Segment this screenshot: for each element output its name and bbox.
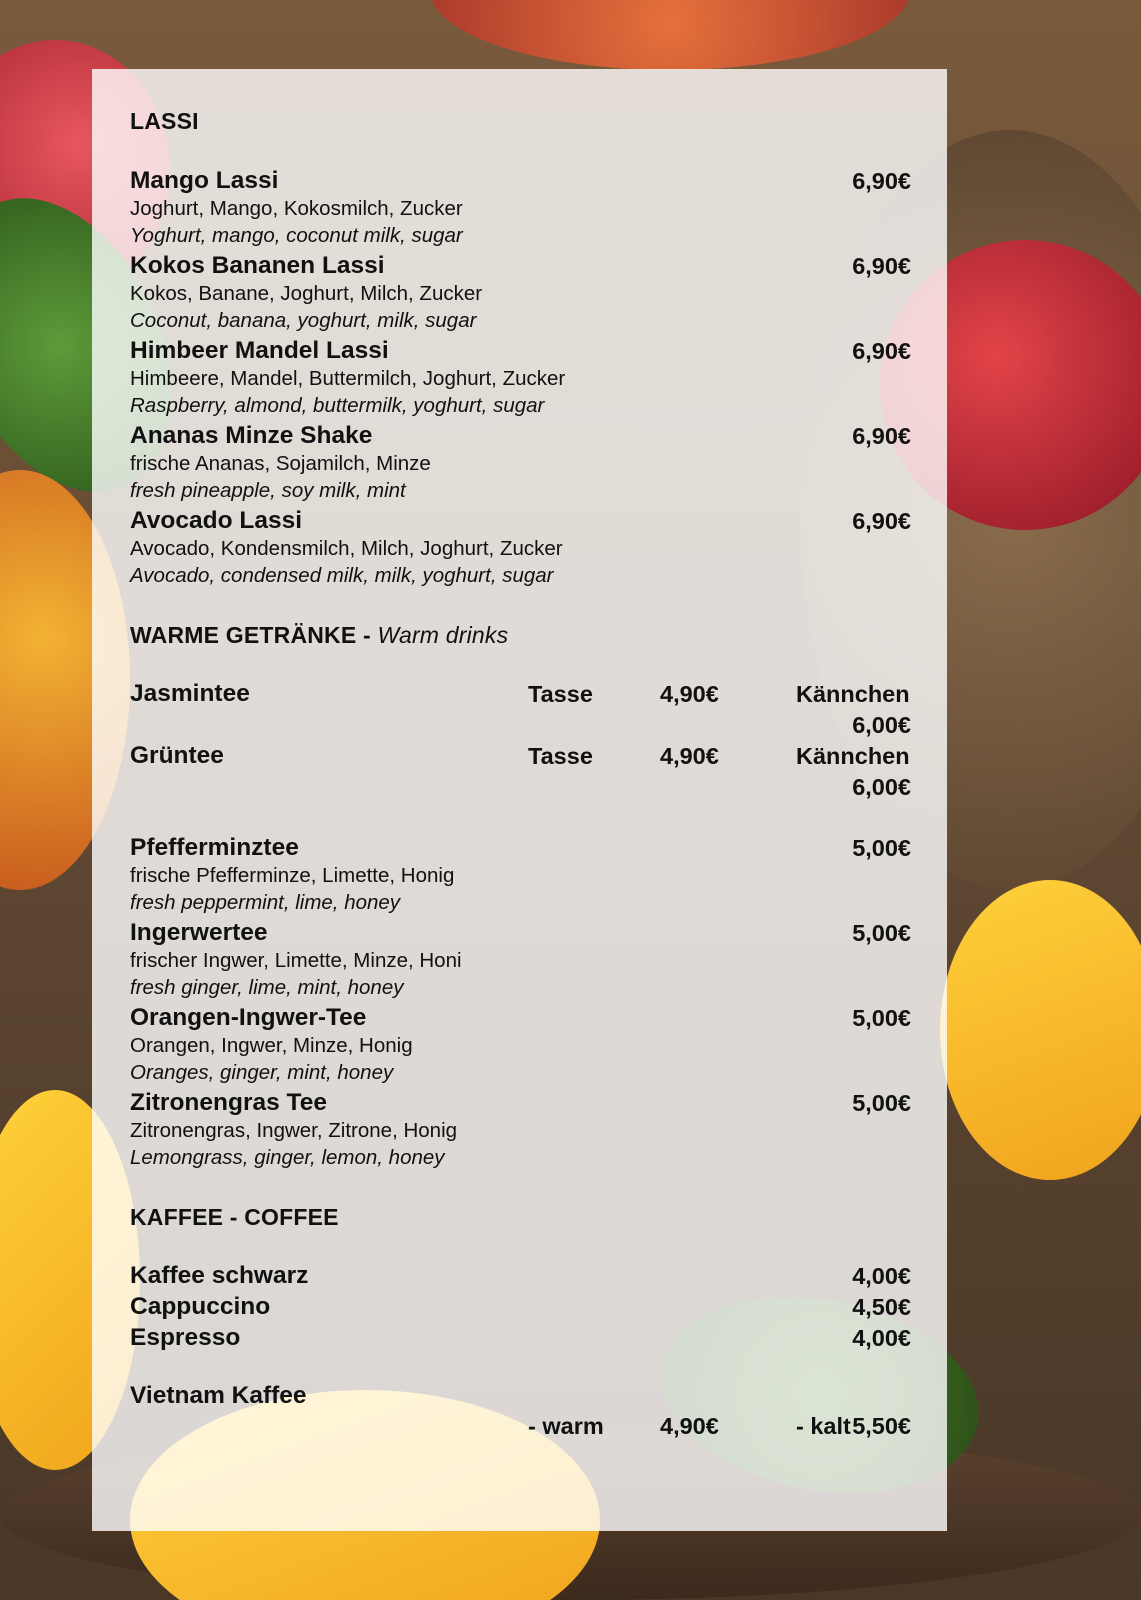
cup-label: Tasse xyxy=(528,743,593,769)
item-price: 5,00€ xyxy=(852,1005,911,1031)
item-desc-en: fresh pineapple, soy milk, mint xyxy=(130,479,406,502)
item-desc-en: Avocado, condensed milk, milk, yoghurt, sugar xyxy=(130,564,554,587)
item-desc-en: Lemongrass, ginger, lemon, honey xyxy=(130,1146,445,1169)
item-desc-de: Joghurt, Mango, Kokosmilch, Zucker xyxy=(130,197,463,220)
item-desc-de: frische Ananas, Sojamilch, Minze xyxy=(130,452,431,475)
item-desc-en: fresh peppermint, lime, honey xyxy=(130,891,401,914)
item-desc-de: Zitronengras, Ingwer, Zitrone, Honig xyxy=(130,1119,458,1142)
item-desc-de: Orangen, Ingwer, Minze, Honig xyxy=(130,1034,413,1057)
section-title-warm-drinks xyxy=(130,622,508,649)
item-price: 6,90€ xyxy=(852,168,911,194)
item-name: Mango Lassi xyxy=(130,167,279,194)
item-name: Ingerwertee xyxy=(130,919,268,946)
item-price: 5,00€ xyxy=(852,1090,911,1116)
item-price: 5,00€ xyxy=(852,835,911,861)
item-desc-en: Coconut, banana, yoghurt, milk, sugar xyxy=(130,309,477,332)
title-separator: - xyxy=(356,622,378,648)
mango-image xyxy=(430,0,910,70)
section-subtitle-en: Warm drinks xyxy=(377,622,509,648)
cold-label: - kalt xyxy=(796,1413,851,1439)
item-name: Cappuccino xyxy=(130,1293,271,1320)
warm-label: - warm xyxy=(528,1413,604,1439)
item-desc-en: fresh ginger, lime, mint, honey xyxy=(130,976,404,999)
section-title-lassi: LASSI xyxy=(130,108,199,134)
item-price: 5,00€ xyxy=(852,920,911,946)
item-price: 4,00€ xyxy=(852,1263,911,1289)
item-price: 6,90€ xyxy=(852,508,911,534)
section-title-de: WARME GETRÄNKE xyxy=(130,622,357,648)
item-name: Avocado Lassi xyxy=(130,507,303,534)
item-price: 4,50€ xyxy=(852,1294,911,1320)
item-desc-de: Kokos, Banane, Joghurt, Milch, Zucker xyxy=(130,282,483,305)
item-desc-en: Yoghurt, mango, coconut milk, sugar xyxy=(130,224,463,247)
item-desc-de: Himbeere, Mandel, Buttermilch, Joghurt, Zucker xyxy=(130,367,566,390)
cup-label: Tasse xyxy=(528,681,593,707)
pot-label: Kännchen xyxy=(796,681,910,707)
item-name: Grüntee xyxy=(130,742,224,769)
section-title-coffee: KAFFEE - COFFEE xyxy=(130,1204,339,1230)
cup-price: 4,90€ xyxy=(660,743,719,769)
cup-price: 4,90€ xyxy=(660,681,719,707)
item-name: Kaffee schwarz xyxy=(130,1262,309,1289)
item-desc-en: Oranges, ginger, mint, honey xyxy=(130,1061,394,1084)
item-price: 6,90€ xyxy=(852,338,911,364)
item-desc-en: Raspberry, almond, buttermilk, yoghurt, sugar xyxy=(130,394,545,417)
item-desc-de: frische Pfefferminze, Limette, Honig xyxy=(130,864,455,887)
menu-panel xyxy=(92,69,947,1531)
cold-price: 5,50€ xyxy=(852,1413,911,1439)
pot-label: Kännchen xyxy=(796,743,910,769)
pot-price: 6,00€ xyxy=(852,774,911,800)
item-name: Jasmintee xyxy=(130,680,250,707)
mango-cubes-image xyxy=(940,880,1141,1180)
item-name: Orangen-Ingwer-Tee xyxy=(130,1004,367,1031)
item-name: Zitronengras Tee xyxy=(130,1089,327,1116)
item-price: 4,00€ xyxy=(852,1325,911,1351)
item-name: Vietnam Kaffee xyxy=(130,1382,307,1409)
item-name: Himbeer Mandel Lassi xyxy=(130,337,389,364)
item-desc-de: frischer Ingwer, Limette, Minze, Honi xyxy=(130,949,462,972)
item-desc-de: Avocado, Kondensmilch, Milch, Joghurt, Zucker xyxy=(130,537,563,560)
item-name: Kokos Bananen Lassi xyxy=(130,252,385,279)
item-name: Ananas Minze Shake xyxy=(130,422,373,449)
item-name: Espresso xyxy=(130,1324,241,1351)
warm-price: 4,90€ xyxy=(660,1413,719,1439)
pot-price: 6,00€ xyxy=(852,712,911,738)
item-name: Pfefferminztee xyxy=(130,834,299,861)
item-price: 6,90€ xyxy=(852,423,911,449)
item-price: 6,90€ xyxy=(852,253,911,279)
